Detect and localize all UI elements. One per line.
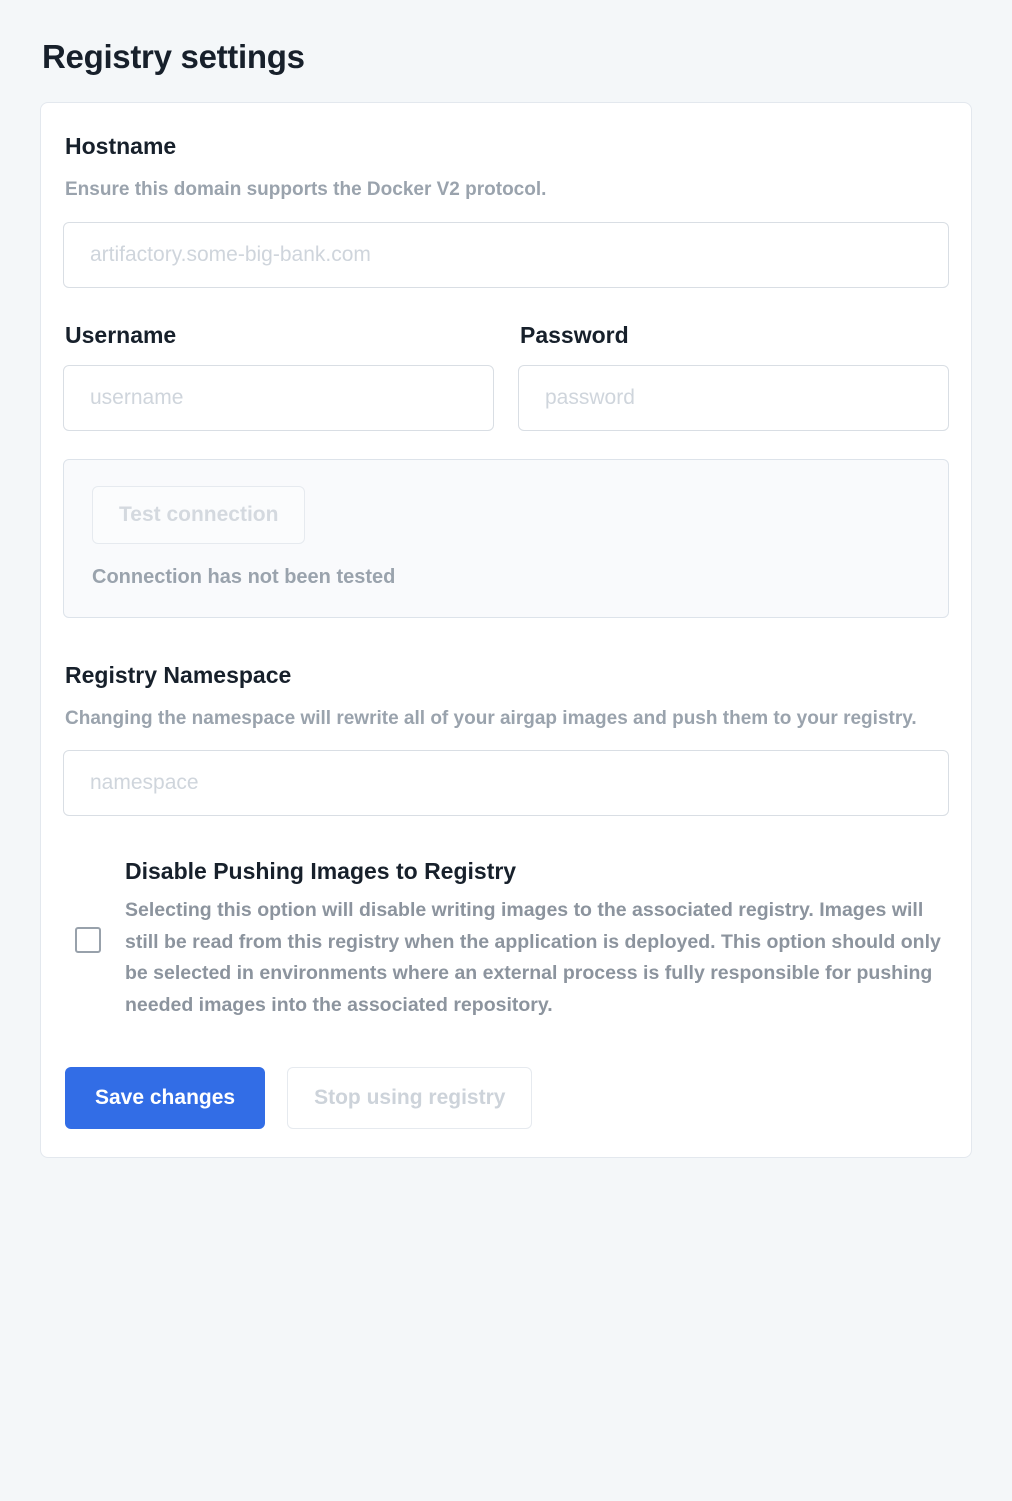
disable-push-description: Selecting this option will disable writing images to the associated registry. Images will still be read from this registry when the application is deployed. This option should only be selected in environments where an external process is fully responsible for pushing needed images into the associated repository. xyxy=(125,899,941,1016)
hostname-helper-text: Ensure this domain supports the Docker V2 protocol. xyxy=(65,179,547,200)
connection-status-text: Connection has not been tested xyxy=(92,565,396,588)
disable-push-row xyxy=(63,858,949,1021)
registry-namespace-input[interactable] xyxy=(63,750,949,816)
registry-namespace-helper-text: Changing the namespace will rewrite all of your airgap images and push them to your registry. xyxy=(65,707,917,729)
test-connection-panel xyxy=(63,459,949,618)
disable-push-title: Disable Pushing Images to Registry xyxy=(125,858,517,885)
registry-namespace-label: Registry Namespace xyxy=(65,661,292,688)
hostname-input[interactable] xyxy=(63,222,949,288)
registry-settings-card xyxy=(40,102,972,1158)
password-input[interactable] xyxy=(518,365,949,431)
password-label: Password xyxy=(520,321,629,348)
page-title: Registry settings xyxy=(42,38,305,75)
credentials-row xyxy=(63,322,949,431)
username-input[interactable] xyxy=(63,365,494,431)
stop-using-registry-button[interactable]: Stop using registry xyxy=(287,1067,532,1129)
disable-push-body xyxy=(125,858,949,1021)
save-changes-button[interactable]: Save changes xyxy=(65,1067,265,1129)
username-field-group xyxy=(63,322,494,431)
hostname-label: Hostname xyxy=(65,133,177,159)
disable-push-checkbox[interactable] xyxy=(75,927,101,953)
form-actions xyxy=(63,1067,949,1129)
username-label: Username xyxy=(65,321,177,348)
test-connection-button[interactable]: Test connection xyxy=(92,486,305,544)
password-field-group xyxy=(518,322,949,431)
